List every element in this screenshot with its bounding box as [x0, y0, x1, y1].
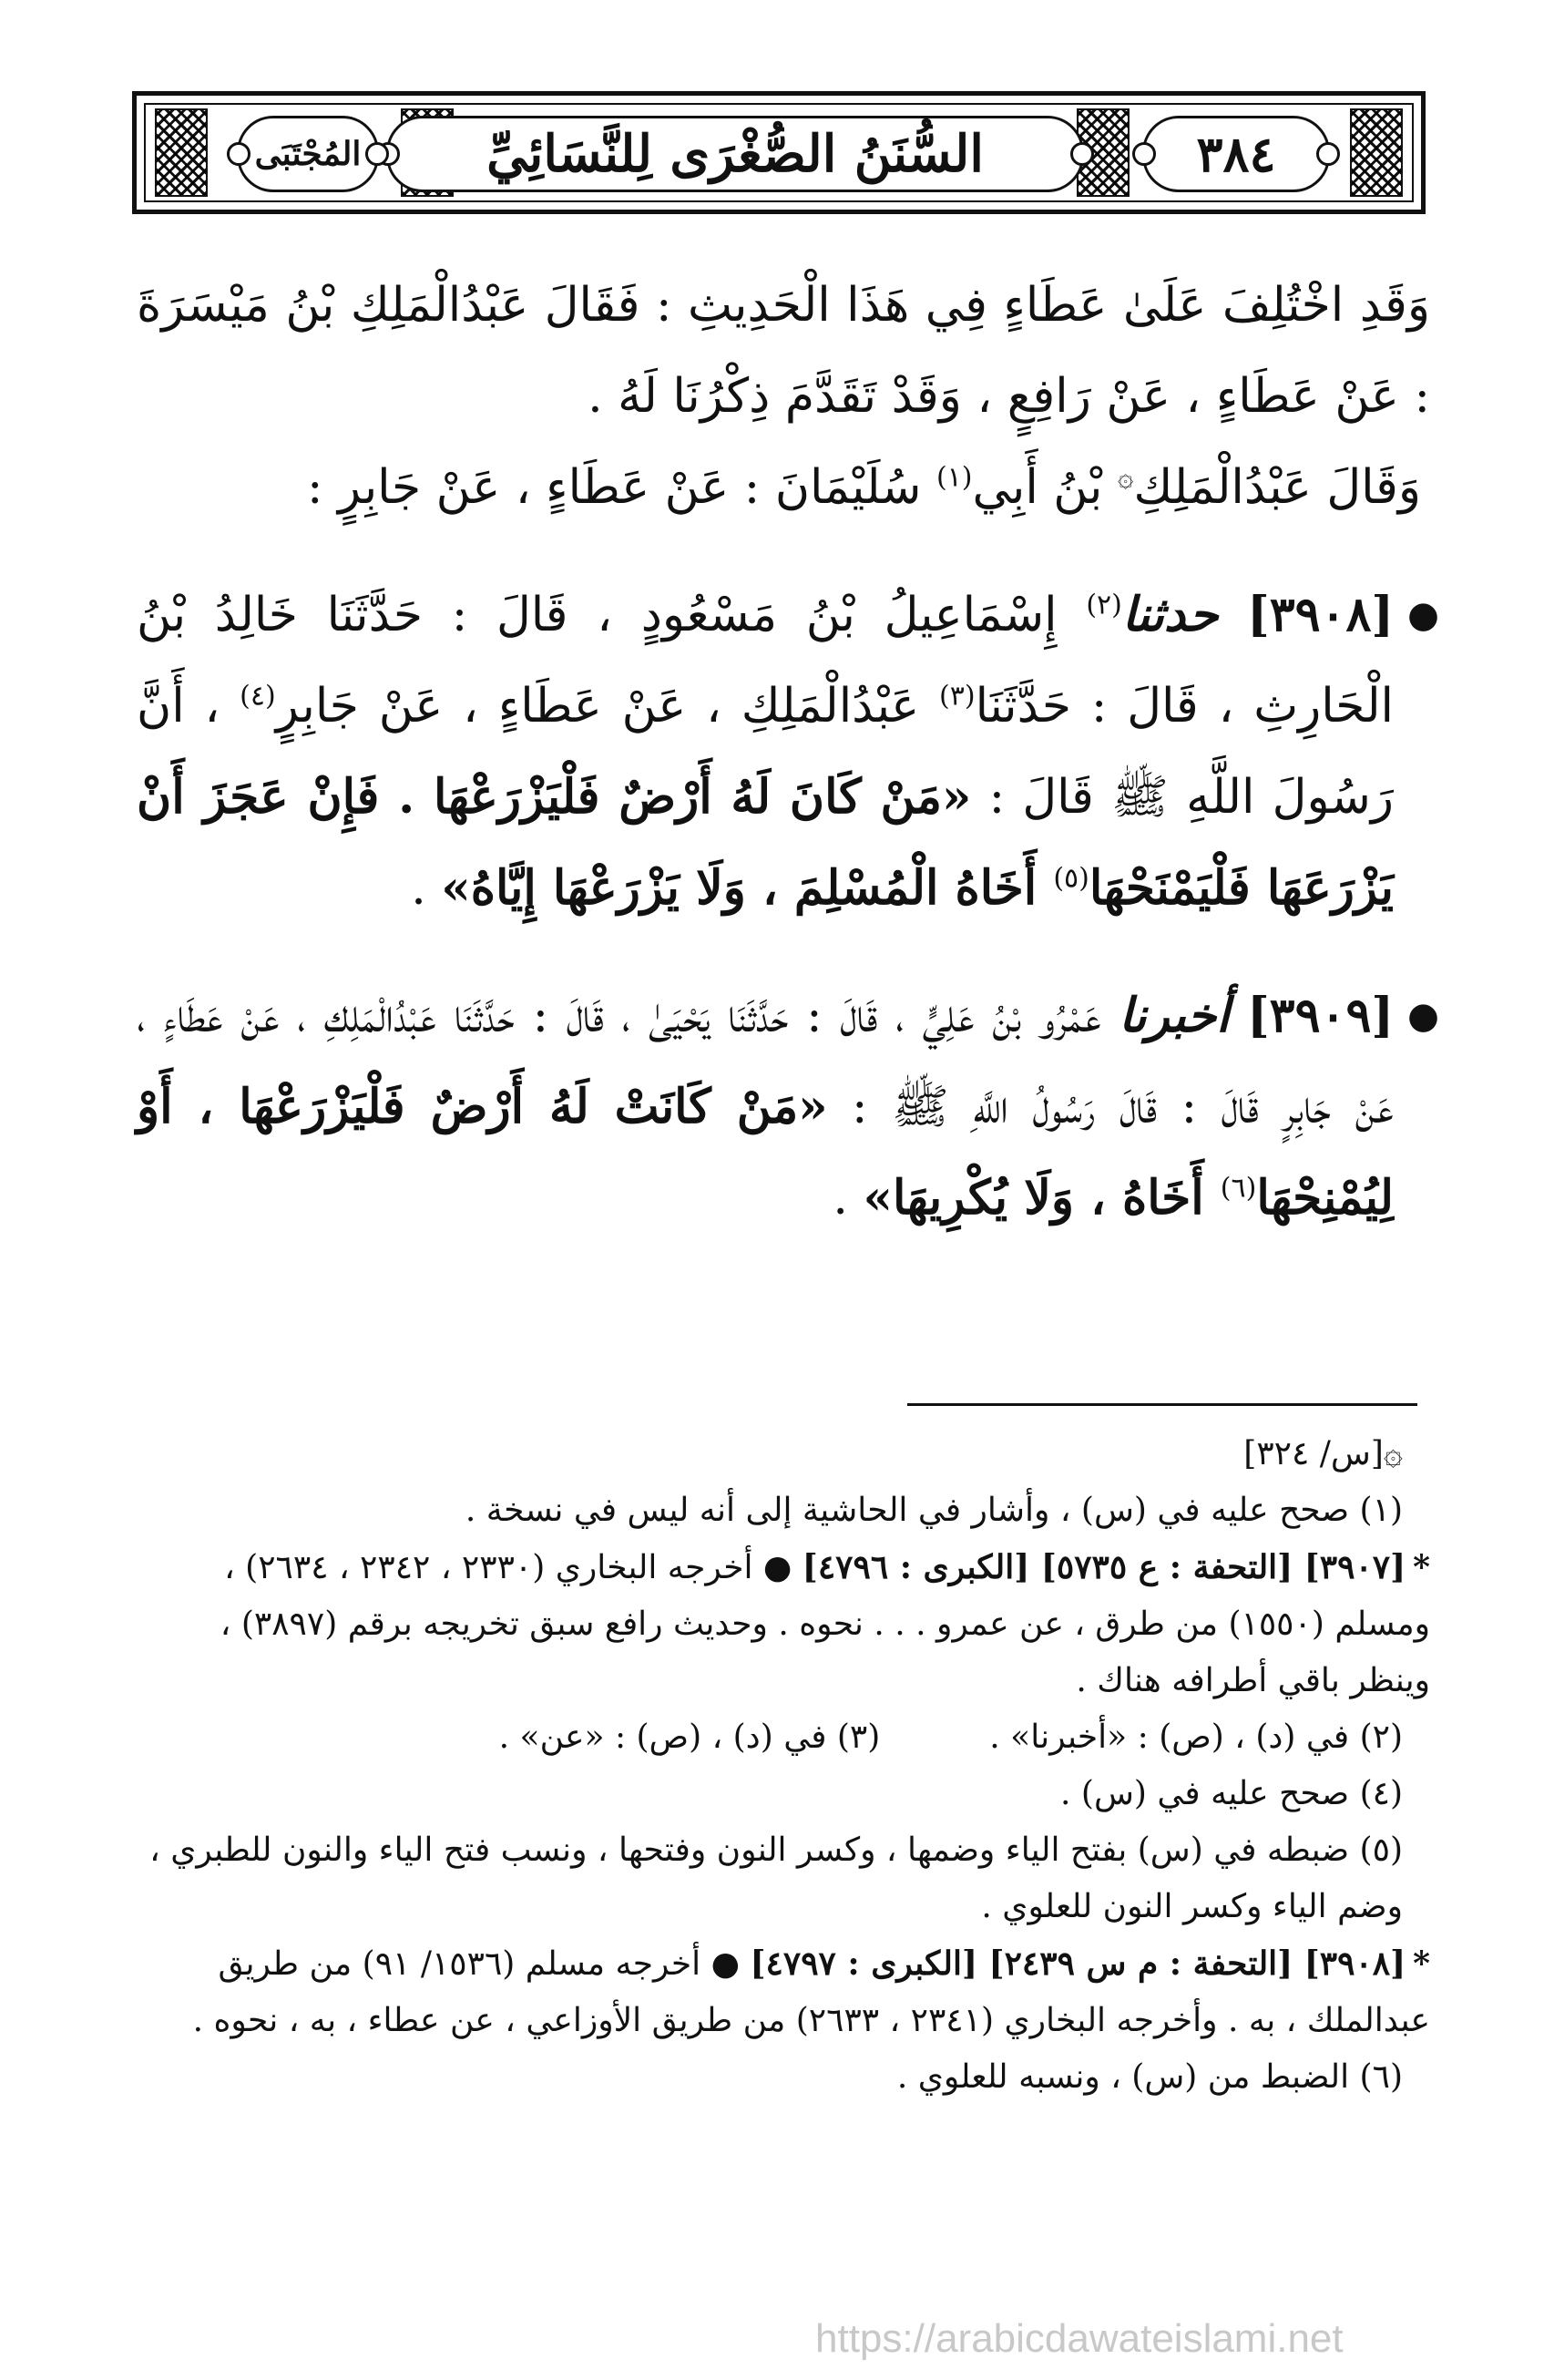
hadith-number: [٣٩٠٨]	[1247, 587, 1395, 642]
matn-text-1: «مَنْ كَانَ لَهُ أَرْضٌ فَلْيَزْرَعْهَا . فَإِنْ عَجَزَ أَنْ يَزْرَعَهَا فَلْيَمْنَحْهَا	[137, 769, 1394, 916]
footnote-ref-3: (٣)	[939, 680, 976, 713]
matn-text-2: أَخَاهُ الْمُسْلِمَ ، وَلَا يَزْرَعْهَا إِيَّاهُ»	[441, 860, 1054, 916]
narration-word: حدثنا	[1121, 587, 1219, 642]
book-title: السُّنَنُ الصُّغْرَى لِلنَّسَائِيِّ	[386, 116, 1084, 192]
footnote-ref-6: (٦)	[1220, 1172, 1257, 1205]
hadith-3909	[137, 970, 1439, 1244]
isnad-text-2: عَبْدُالْمَلِكِ ، عَنْ عَطَاءٍ ، عَنْ جَابِرٍ	[275, 679, 940, 733]
book-side-title: المُجْتَبَى	[237, 116, 379, 192]
star-icon: *	[1413, 1548, 1430, 1586]
bullet-icon: ●	[1407, 995, 1439, 1037]
footnotes	[137, 1426, 1430, 2106]
page-number: ٣٨٤	[1142, 116, 1330, 192]
takhrij-3907	[137, 1539, 1430, 1709]
hadith-3908	[137, 569, 1439, 934]
watermark-url: https://arabicdawateislami.net	[815, 2316, 1344, 2361]
intro2-text-c: سُلَيْمَانَ : عَنْ عَطَاءٍ ، عَنْ جَابِرٍ :	[306, 460, 936, 515]
intro-line-2: عَطَاءٍ ، عَنْ رَافِعٍ ، وَقَدْ تَقَدَّمَ ذِكْرُنَا لَهُ .	[588, 369, 1320, 424]
hadith-number: [٣٩٠٩]	[1247, 988, 1394, 1043]
page-marker: ۞	[1117, 461, 1134, 494]
takhrij-text: ● أخرجه البخاري (٢٣٣٠ ، ٢٣٤٢ ، ٢٦٣٤) ، ومسلم (١٥٥٠) من طرق ، عن عمرو . . . نحوه . وحديث رافع سبق تخريجه برقم (٣٨٩٧) ، وينظر باقي أطرافه هناك .	[220, 1549, 1430, 1699]
intro-line-1: وَقَدِ اخْتُلِفَ عَلَىٰ عَطَاءٍ فِي هَذَا الْحَدِيثِ : فَقَالَ عَبْدُالْمَلِكِ بْنُ مَيْسَرَةَ : عَنْ	[137, 278, 1430, 424]
matn-text-1: «مَنْ كَانَتْ لَهُ أَرْضٌ فَلْيَزْرَعْهَا ، أَوْ لِيُمْنِحْهَا	[137, 1079, 1394, 1226]
footnote-1: (١) صحح عليه في (س) ، وأشار في الحاشية إلى أنه ليس في نسخة .	[465, 1492, 1403, 1529]
takhrij-ref: [٣٩٠٨] [التحفة : م س ٢٤٣٩] [الكبرى : ٤٧٩٧]	[750, 1944, 1406, 1983]
footnote-ref-1: (١)	[935, 461, 973, 494]
footnote-page-marker: ۞[س/ ٣٢٤]	[1243, 1435, 1403, 1472]
end-mark: .	[411, 861, 442, 916]
isnad-text-1: إِسْمَاعِيلُ بْنُ مَسْعُودٍ ، قَالَ : حَدَّثَنَا خَالِدُ بْنُ الْحَارِثِ ، قَالَ : حَدَّثَنَا	[137, 588, 1394, 733]
footnote-6: (٦) الضبط من (س) ، ونسبه للعلوي .	[896, 2058, 1403, 2096]
narration-word: أخبرنا	[1119, 988, 1230, 1043]
takhrij-ref: [٣٩٠٧] [التحفة : ع ٥٧٣٥] [الكبرى : ٤٧٩٦]	[802, 1548, 1406, 1586]
intro2-text-b: بْنُ أَبِي	[972, 460, 1118, 515]
footnote-divider	[907, 1403, 1417, 1406]
page-header	[132, 91, 1426, 214]
intro-paragraph	[137, 260, 1430, 442]
isnad-text-3: ، أَنَّ رَسُولَ اللَّهِ ﷺ قَالَ :	[137, 679, 1394, 825]
matn-text-2: أَخَاهُ ، وَلَا يُكْرِيهَا»	[863, 1170, 1221, 1226]
intro2-text-a: وَقَالَ عَبْدُالْمَلِكِ	[1133, 460, 1421, 515]
intro-paragraph-2	[137, 442, 1430, 533]
takhrij-3908	[137, 1935, 1430, 2049]
footnote-ref-4: (٤)	[240, 680, 276, 713]
isnad-text-1: عَمْرُو بْنُ عَلِيٍّ ، قَالَ : حَدَّثَنَا يَحْيَىٰ ، قَالَ : حَدَّثَنَا عَبْدُالْمَلِكِ ، عَنْ عَطَاءٍ ، عَنْ جَابِرٍ قَالَ : قَالَ رَسُولُ اللَّهِ ﷺ :	[137, 989, 1394, 1134]
footnote-3: (٣) في (د) ، (ص) : «عن» .	[498, 1718, 881, 1756]
footnote-5: (٥) ضبطه في (س) بفتح الياء وضمها ، وكسر النون وفتحها ، ونسب فتح الياء والنون للطبري ، وضم الياء وكسر النون للعلوي .	[149, 1831, 1403, 1925]
ornament-right	[1350, 108, 1403, 197]
end-mark: .	[833, 1171, 864, 1226]
footnote-ref-5: (٥)	[1053, 862, 1089, 895]
star-icon: *	[1413, 1944, 1430, 1983]
footnote-4: (٤) صحح عليه في (س) .	[1060, 1775, 1403, 1812]
bullet-icon: ●	[1407, 594, 1439, 636]
footnotes-2-3	[137, 1709, 1430, 1766]
takhrij-text: ● أخرجه مسلم (١٥٣٦/ ٩١) من طريق عبدالملك ، به . وأخرجه البخاري (٢٣٤١ ، ٢٦٣٣) من طريق الأوزاعي ، عن عطاء ، به ، نحوه .	[192, 1945, 1430, 2039]
footnote-ref-2: (٢)	[1086, 589, 1122, 621]
footnote-2: (٢) في (د) ، (ص) : «أخبرنا» .	[989, 1718, 1403, 1756]
ornament-left	[155, 108, 208, 197]
main-text	[137, 260, 1439, 1244]
